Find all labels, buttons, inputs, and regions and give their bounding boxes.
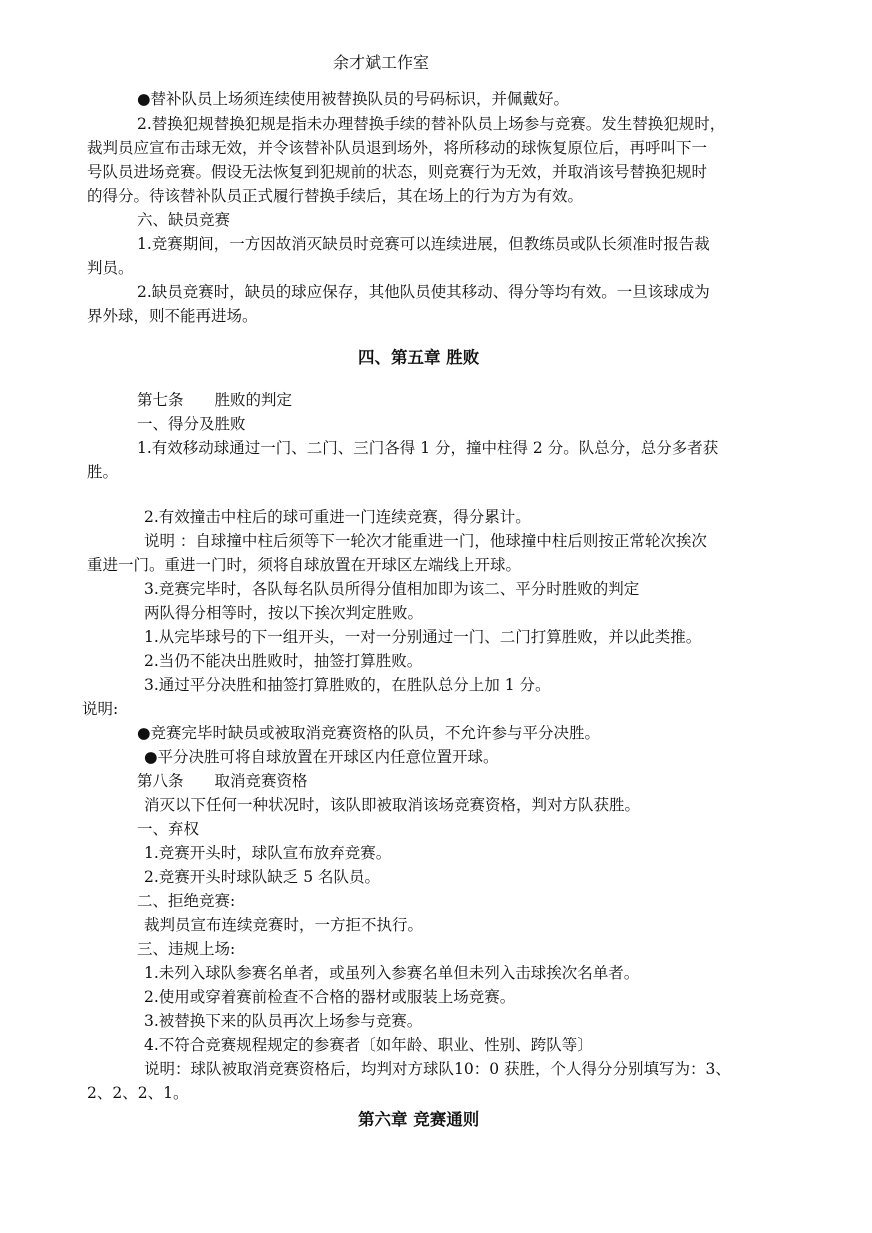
- paragraph-line: 1.竞赛开头时，球队宣布放弃竞赛。: [144, 844, 392, 862]
- paragraph-line: ●替补队员上场须连续使用被替换队员的号码标识，并佩戴好。: [137, 90, 570, 108]
- paragraph-line: 重进一门。重进一门时，须将自球放置在开球区左端线上开球。: [87, 556, 522, 574]
- paragraph-line: 3.竞赛完毕时，各队每名队员所得分值相加即为该二、平分时胜败的判定: [144, 580, 640, 598]
- paragraph-line: 2.当仍不能决出胜败时，抽签打算胜败。: [144, 652, 423, 670]
- paragraph-line: 1.未列入球队参赛名单者，或虽列入参赛名单但未列入击球挨次名单者。: [144, 964, 640, 982]
- paragraph-line: 1.竞赛期间，一方因故消灭缺员时竞赛可以连续进展，但教练员或队长须准时报告裁: [137, 235, 710, 253]
- section-heading: 六、缺员竞赛: [137, 211, 231, 229]
- paragraph-line: 胜。: [87, 463, 119, 481]
- paragraph-line: 1.有效移动球通过一门、二门、三门各得 1 分，撞中柱得 2 分。队总分，总分多者获: [137, 439, 719, 457]
- paragraph-line: 裁判员宣布连续竞赛时，一方拒不执行。: [144, 916, 424, 934]
- paragraph-line: 2.替换犯规替换犯规是指未办理替换手续的替补队员上场参与竞赛。发生替换犯规时，: [137, 115, 726, 133]
- paragraph-line: 3.通过平分决胜和抽签打算胜败的，在胜队总分上加 1 分。: [144, 676, 551, 694]
- paragraph-line: 2.缺员竞赛时，缺员的球应保存，其他队员使其移动、得分等均有效。一旦该球成为: [137, 283, 710, 301]
- chapter-heading: 四、第五章 胜败: [358, 348, 480, 367]
- paragraph-line: 2、2、2、1。: [87, 1084, 189, 1102]
- article-heading: 第七条 胜败的判定: [137, 391, 293, 409]
- paragraph-line: ●平分决胜可将自球放置在开球区内任意位置开球。: [144, 748, 499, 766]
- paragraph-line: 说明：球队被取消竞赛资格后，均判对方球队10：0 获胜，个人得分分别填写为：3、: [144, 1060, 731, 1078]
- paragraph-line: 两队得分相等时，按以下挨次判定胜败。: [144, 604, 424, 622]
- paragraph-line: 消灭以下任何一种状况时，该队即被取消该场竞赛资格，判对方队获胜。: [144, 796, 641, 814]
- paragraph-line: 判员。: [87, 259, 134, 277]
- article-heading: 第八条 取消竞赛资格: [137, 772, 308, 790]
- paragraph-line: 号队员进场竞赛。假设无法恢复到犯规前的状态，则竞赛行为无效，并取消该号替换犯规时: [87, 163, 708, 181]
- section-heading: 一、得分及胜败: [137, 415, 246, 433]
- note-label: 说明:: [82, 700, 119, 718]
- paragraph-line: 1.从完毕球号的下一组开头，一对一分别通过一门、二门打算胜败，并以此类推。: [144, 628, 702, 646]
- page-header: 余才斌工作室: [333, 53, 430, 72]
- paragraph-line: 2.竞赛开头时球队缺乏 5 名队员。: [144, 868, 381, 886]
- paragraph-line: ●竞赛完毕时缺员或被取消竞赛资格的队员，不允许参与平分决胜。: [137, 724, 601, 742]
- paragraph-line: 的得分。待该替补队员正式履行替换手续后，其在场上的行为方为有效。: [87, 187, 584, 205]
- section-heading: 二、拒绝竞赛:: [137, 892, 236, 910]
- chapter-heading: 第六章 竞赛通则: [358, 1110, 480, 1129]
- paragraph-line: 2.使用或穿着赛前检查不合格的器材或服装上场竞赛。: [144, 988, 516, 1006]
- paragraph-line: 3.被替换下来的队员再次上场参与竞赛。: [144, 1012, 423, 1030]
- paragraph-line: 4.不符合竞赛规程规定的参赛者〔如年龄、职业、性别、跨队等〕: [144, 1036, 593, 1054]
- paragraph-line: 界外球，则不能再进场。: [87, 307, 258, 325]
- section-heading: 一、弃权: [137, 820, 200, 838]
- section-heading: 三、违规上场:: [137, 940, 236, 958]
- paragraph-line: 2.有效撞击中柱后的球可重进一门连续竞赛，得分累计。: [144, 508, 531, 526]
- paragraph-line: 说明 ：自球撞中柱后须等下一轮次才能重进一门，他球撞中柱后则按正常轮次挨次: [144, 532, 707, 550]
- paragraph-line: 裁判员应宣布击球无效，并令该替补队员退到场外，将所移动的球恢复原位后，再呼叫下一: [87, 139, 708, 157]
